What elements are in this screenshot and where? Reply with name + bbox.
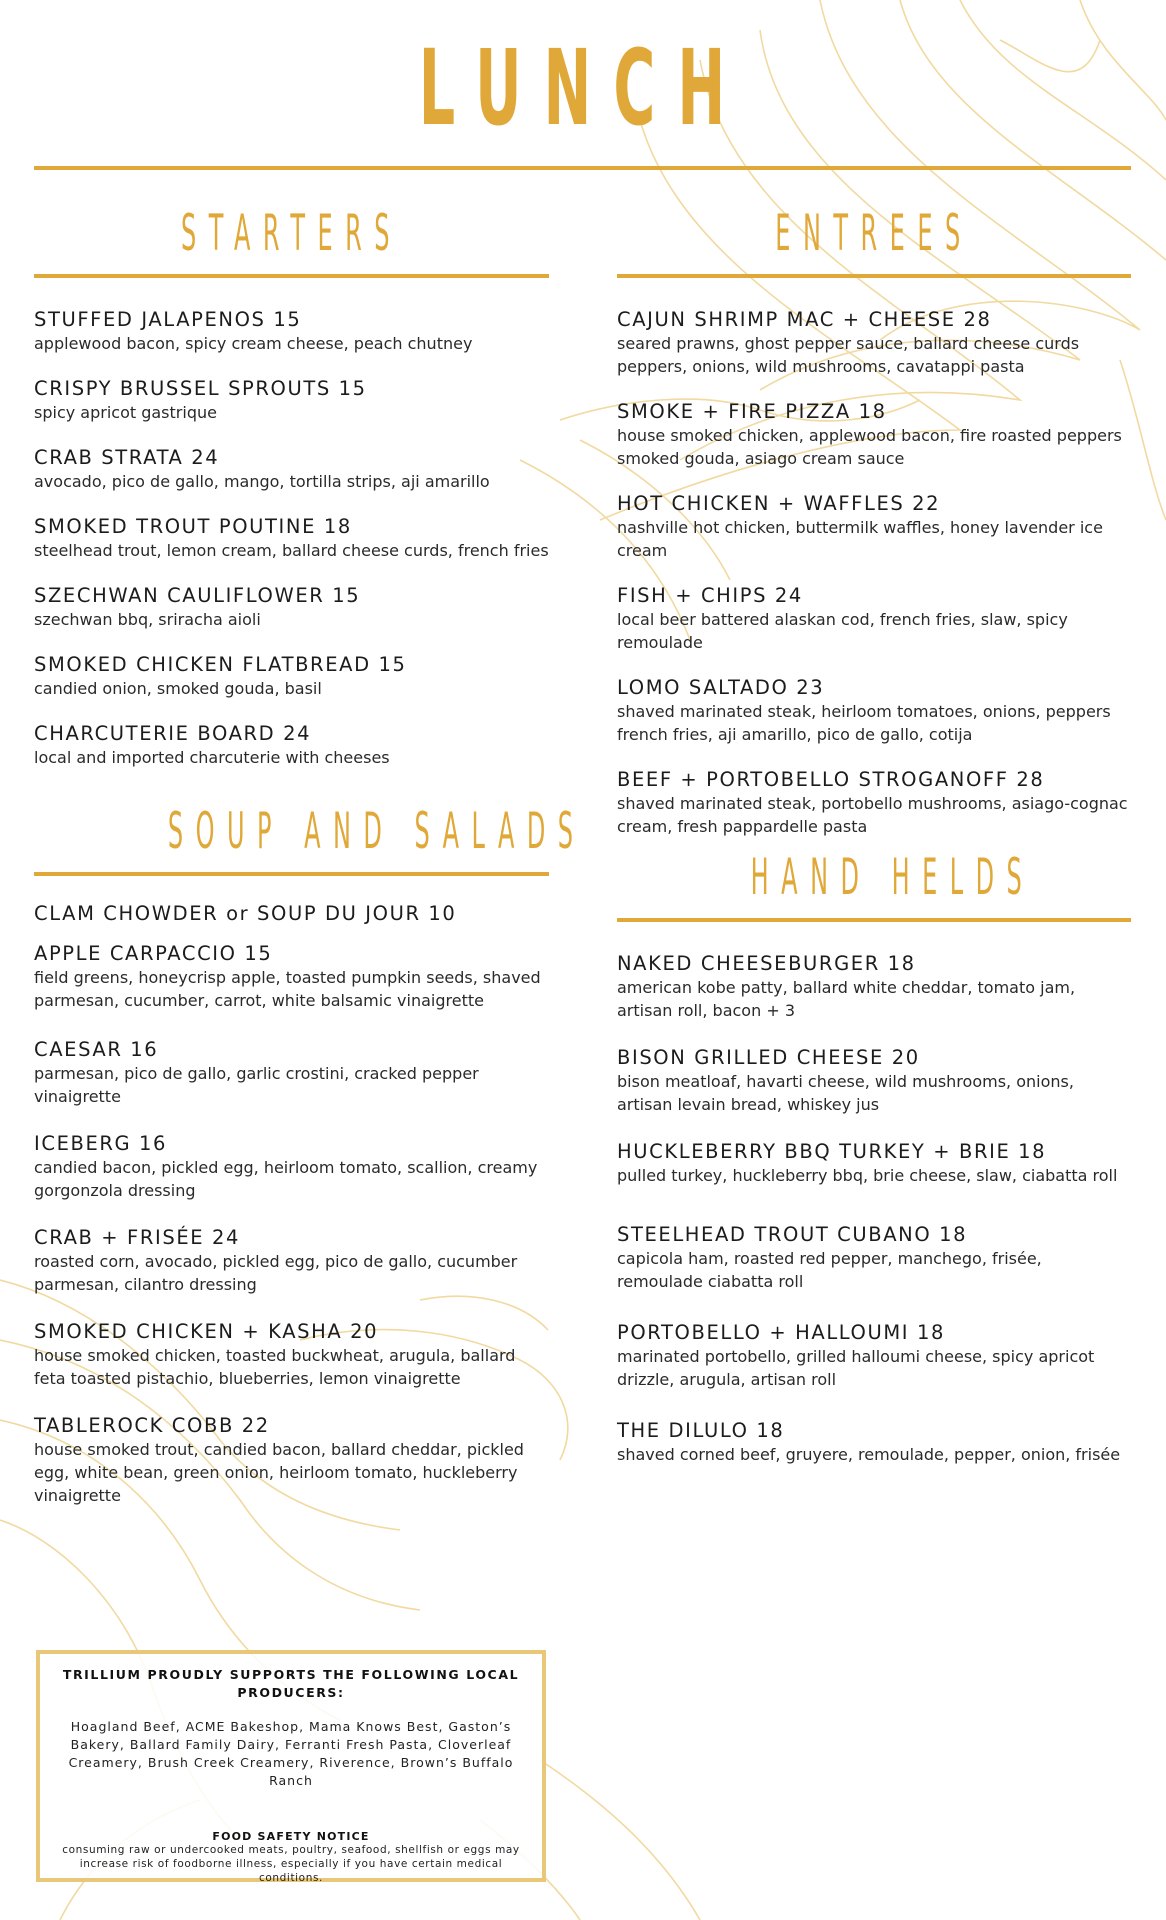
item-description: shaved marinated steak, heirloom tomatoes, onions, peppers french fries, aji amarillo, pico de gallo, cotija — [617, 702, 1111, 744]
title-divider — [34, 166, 1131, 170]
item-description: house smoked trout, candied bacon, ballard cheddar, pickled egg, white bean, green onion, heirloom tomato, huckleberry vinaigrette — [34, 1440, 524, 1505]
local-producers-notice — [36, 1650, 546, 1882]
menu-item — [617, 308, 1131, 378]
menu-item — [617, 1140, 1131, 1187]
item-name: SZECHWAN CAULIFLOWER 15 — [34, 584, 361, 607]
item-description: spicy apricot gastrique — [34, 403, 217, 422]
menu-item — [617, 492, 1131, 562]
item-name: HUCKLEBERRY BBQ TURKEY + BRIE 18 — [617, 1140, 1047, 1163]
menu-item — [617, 1419, 1131, 1466]
section-divider — [34, 872, 549, 876]
item-description: avocado, pico de gallo, mango, tortilla strips, aji amarillo — [34, 472, 490, 491]
item-name: BEEF + PORTOBELLO STROGANOFF 28 — [617, 768, 1045, 791]
menu-item — [34, 653, 549, 700]
item-name: SMOKED CHICKEN FLATBREAD 15 — [34, 653, 407, 676]
item-name: STUFFED JALAPENOS 15 — [34, 308, 302, 331]
food-safety-text: consuming raw or undercooked meats, poultry, seafood, shellfish or eggs may increase risk of foodborne illness, especially if you have certain medical conditions. — [62, 1844, 520, 1884]
item-name: CAESAR 16 — [34, 1038, 159, 1061]
menu-item — [617, 952, 1131, 1022]
menu-item — [34, 446, 549, 493]
item-description: house smoked chicken, toasted buckwheat, arugula, ballard feta toasted pistachio, blueberries, lemon vinaigrette — [34, 1346, 516, 1388]
item-name: ICEBERG 16 — [34, 1132, 168, 1155]
item-name: SMOKE + FIRE PIZZA 18 — [617, 400, 887, 423]
menu-item — [34, 1414, 549, 1507]
menu-item — [34, 902, 549, 926]
item-description: shaved marinated steak, portobello mushrooms, asiago-cognac cream, fresh pappardelle pasta — [617, 794, 1128, 836]
item-description: shaved corned beef, gruyere, remoulade, pepper, onion, frisée — [617, 1445, 1121, 1464]
item-description: marinated portobello, grilled halloumi cheese, spicy apricot drizzle, arugula, artisan roll — [617, 1347, 1095, 1389]
producers-heading: TRILLIUM PROUDLY SUPPORTS THE FOLLOWING LOCAL PRODUCERS: — [62, 1667, 520, 1700]
section-heading-hand-helds: HAND HELDS — [750, 848, 1035, 906]
menu-item — [617, 768, 1131, 838]
item-name: SMOKED TROUT POUTINE 18 — [34, 515, 352, 538]
item-name: CRAB + FRISÉE 24 — [34, 1226, 240, 1249]
menu-item — [34, 722, 549, 769]
item-name: STEELHEAD TROUT CUBANO 18 — [617, 1223, 968, 1246]
menu-item — [34, 1132, 549, 1202]
item-name: SMOKED CHICKEN + KASHA 20 — [34, 1320, 379, 1343]
menu-item — [617, 1223, 1131, 1293]
food-safety-heading: FOOD SAFETY NOTICE — [212, 1830, 370, 1843]
item-name: HOT CHICKEN + WAFFLES 22 — [617, 492, 941, 515]
item-description: szechwan bbq, sriracha aioli — [34, 610, 261, 629]
menu-item — [617, 584, 1131, 654]
item-name: CRISPY BRUSSEL SPROUTS 15 — [34, 377, 367, 400]
item-description: candied bacon, pickled egg, heirloom tomato, scallion, creamy gorgonzola dressing — [34, 1158, 538, 1200]
item-name: CHARCUTERIE BOARD 24 — [34, 722, 312, 745]
item-description: field greens, honeycrisp apple, toasted pumpkin seeds, shaved parmesan, cucumber, carrot, white balsamic vinaigrette — [34, 968, 541, 1010]
item-description: local and imported charcuterie with cheeses — [34, 748, 390, 767]
menu-item — [34, 377, 549, 424]
section-divider — [617, 274, 1131, 278]
menu-item — [617, 1321, 1131, 1391]
soup-salads-section — [34, 800, 586, 1529]
item-name: CLAM CHOWDER or SOUP DU JOUR 10 — [34, 902, 457, 925]
menu-item — [34, 1320, 549, 1390]
item-description: american kobe patty, ballard white cheddar, tomato jam, artisan roll, bacon + 3 — [617, 978, 1076, 1020]
menu-item — [34, 942, 549, 1012]
starters-section — [34, 202, 549, 791]
menu-item — [34, 308, 549, 355]
item-description: house smoked chicken, applewood bacon, fire roasted peppers smoked gouda, asiago cream sauce — [617, 426, 1122, 468]
menu-item — [34, 584, 549, 631]
menu-item — [34, 1038, 549, 1108]
section-divider — [34, 274, 549, 278]
menu-item — [34, 515, 549, 562]
item-description: roasted corn, avocado, pickled egg, pico de gallo, cucumber parmesan, cilantro dressing — [34, 1252, 518, 1294]
item-description: seared prawns, ghost pepper sauce, ballard cheese curds peppers, onions, wild mushrooms, cavatappi pasta — [617, 334, 1080, 376]
item-name: CAJUN SHRIMP MAC + CHEESE 28 — [617, 308, 992, 331]
item-name: TABLEROCK COBB 22 — [34, 1414, 270, 1437]
section-heading-starters: STARTERS — [181, 204, 402, 262]
item-description: applewood bacon, spicy cream cheese, peach chutney — [34, 334, 473, 353]
menu-item — [34, 1226, 549, 1296]
item-description: capicola ham, roasted red pepper, manchego, frisée, remoulade ciabatta roll — [617, 1249, 1042, 1291]
item-name: BISON GRILLED CHEESE 20 — [617, 1046, 920, 1069]
item-description: nashville hot chicken, buttermilk waffles, honey lavender ice cream — [617, 518, 1103, 560]
producers-list: Hoagland Beef, ACME Bakeshop, Mama Knows Best, Gaston’s Bakery, Ballard Family Dairy, Ferranti Fresh Pasta, Cloverleaf Creamery, Brush Creek Creamery, Riverence, Brown’s Buffalo Ranch — [68, 1719, 514, 1788]
item-name: NAKED CHEESEBURGER 18 — [617, 952, 916, 975]
item-description: parmesan, pico de gallo, garlic crostini, cracked pepper vinaigrette — [34, 1064, 479, 1106]
item-name: APPLE CARPACCIO 15 — [34, 942, 273, 965]
item-description: local beer battered alaskan cod, french fries, slaw, spicy remoulade — [617, 610, 1068, 652]
section-divider — [617, 918, 1131, 922]
menu-item — [617, 676, 1131, 746]
menu-item — [617, 1046, 1131, 1116]
entrees-section — [617, 202, 1131, 860]
item-description: candied onion, smoked gouda, basil — [34, 679, 322, 698]
item-description: bison meatloaf, havarti cheese, wild mushrooms, onions, artisan levain bread, whiskey jus — [617, 1072, 1074, 1114]
item-name: THE DILULO 18 — [617, 1419, 785, 1442]
item-description: steelhead trout, lemon cream, ballard cheese curds, french fries — [34, 541, 549, 560]
item-name: CRAB STRATA 24 — [34, 446, 220, 469]
item-name: FISH + CHIPS 24 — [617, 584, 803, 607]
item-name: LOMO SALTADO 23 — [617, 676, 825, 699]
item-name: PORTOBELLO + HALLOUMI 18 — [617, 1321, 945, 1344]
section-heading-soup-salads: SOUP AND SALADS — [167, 802, 586, 860]
item-description: pulled turkey, huckleberry bbq, brie cheese, slaw, ciabatta roll — [617, 1166, 1118, 1185]
menu-item — [617, 400, 1131, 470]
section-heading-entrees: ENTREES — [775, 204, 973, 262]
hand-helds-section — [617, 846, 1131, 1488]
page-title: LUNCH — [418, 27, 748, 149]
